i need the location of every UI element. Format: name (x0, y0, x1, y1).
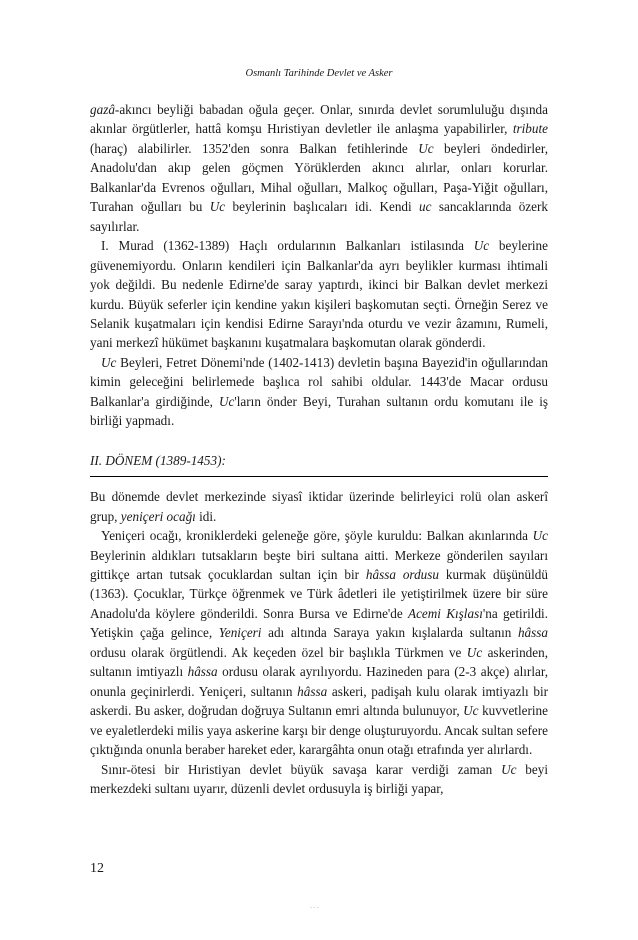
text-run: Bu dönemde devlet merkezinde siyasî iktidar üzerinde belirleyici rolü olan askerî grup, (90, 489, 548, 524)
text-run: ordusu olarak örgütlendi. Ak keçeden özel bir başlıkla Türkmen ve (90, 644, 467, 660)
section-heading: II. DÖNEM (1389-1453): (90, 451, 548, 477)
italic-term: Uc (532, 528, 548, 544)
italic-term: Acemi Kışlası (408, 605, 483, 621)
italic-term: Uc (209, 199, 226, 215)
text-run: idi. (195, 508, 217, 524)
paragraph-4 (90, 487, 548, 526)
text-run: adı altında Saraya yakın kışlalarda sultanın (261, 625, 518, 641)
italic-term: Uc (218, 393, 235, 409)
text-run: beyleri öndedirler, Anadolu'dan akıp gelen göçmen Yörüklerden akıncı alırlar, onları korurlar. Balkanlar'da Evrenos oğulları, Mihal oğulları, Malkoç oğulları, Paşa-Yiğit oğulları, Turahan oğulları bu (90, 140, 548, 215)
text-run: (haraç) alabilirler. 1352'den sonra Balkan fetihlerinde (90, 140, 419, 156)
italic-term: hâssa ordusu (365, 566, 439, 582)
paragraph-6 (90, 760, 548, 799)
text-run: sancaklarında özerk sayılırlar. (90, 199, 548, 234)
italic-term: Uc (101, 354, 117, 370)
paragraph-5 (90, 526, 548, 759)
italic-term: gazâ (90, 102, 115, 117)
italic-term: hâssa (187, 664, 218, 680)
text-run: beylerinin başlıcaları idi. Kendi (225, 199, 420, 215)
italic-term: hâssa (297, 683, 328, 699)
text-run: askerinden, sultanın imtiyazlı (90, 644, 548, 680)
italic-term: hâssa (517, 625, 548, 641)
text-run: 'na getirildi. Yetişkin çağa gelince, (90, 605, 548, 641)
italic-term: Uc (466, 644, 483, 660)
text-run: kuvvetlerine ve eyaletlerdeki milis yaya askerine karşı bir denge oluşturuyordu. Ancak sultan sefere çıktığında onunla beraber hareket eder, karargâhta onun otağı etrafında yer alırlardı. (90, 703, 548, 758)
text-run: Beyleri, Fetret Dönemi'nde (1402-1413) devletin başına Bayezid'in oğullarından kimin geleceğini belirlemede başlıca rol sahibi oldular. 1443'de Macar ordusu Balkanlar'a girdiğinde, (90, 354, 548, 409)
text-run: 'ların önder Beyi, Turahan sultanın ordu komutanı ile iş birliği yapmadı. (90, 393, 549, 429)
italic-term: Uc (463, 703, 479, 719)
italic-term: tribute (512, 121, 548, 137)
page-number: 12 (90, 861, 104, 876)
text-run: I. Murad (1362-1389) Haçlı ordularının Balkanları istilasında (101, 238, 474, 254)
paragraph-1 (90, 100, 548, 236)
scan-mark: - - - (310, 905, 319, 911)
text-run: Yeniçeri ocağı, kroniklerdeki geleneğe göre, şöyle kuruldu: Balkan akınlarında (101, 528, 533, 544)
italic-term: Uc (501, 761, 517, 777)
paragraph-2 (90, 236, 548, 353)
italic-term: Uc (418, 140, 434, 156)
text-run: ordusu olarak ayrılıyordu. Hazineden para (2-3 akçe) alırlar, onunla geçinirlerdi. Yeniçeri, sultanın (90, 664, 548, 699)
text-run: beyi merkezdeki sultanı uyarır, düzenli devlet ordusuyla iş birliği yapar, (90, 761, 548, 796)
page-body (90, 100, 548, 798)
text-run: Beylerinin aldıkları tutsakların beşte biri sultana aitti. Merkeze gönderilen sayıları gittikçe artan tutsak çocuklardan sultan için bir (90, 547, 548, 582)
text-run: kurmak düşünüldü (1363). Çocuklar, Türkçe öğrenmek ve Türk âdetleri ile yetiştirilmek üzere bir süre Anadolu'da köylere gönderildi. Sonra Bursa ve Edirne'de (90, 566, 548, 621)
italic-term: Uc (473, 238, 490, 254)
running-header: Osmanlı Tarihinde Devlet ve Asker (245, 68, 393, 79)
italic-term: uc (419, 199, 432, 215)
italic-term: Yeniçeri (218, 625, 262, 641)
text-run: beylerine güvenemiyordu. Onların kendileri için Balkanlar'da ayrı beylikler kurması ihtimali yok değildi. Bu nedenle Edirne'de saray yaptırdı, ikinci bir Balkan devlet merkezi kurdu. Büyük seferler için kendine yakın kişileri başkomutan seçti. Örneğin Serez ve Selanik kuşatmaları için kendisi Edirne Sarayı'nda oturdu ve vezir âzamını, Rumeli, yani merkezî hükümet başkanını kuşatmalara başkomutan olarak gönderdi. (90, 238, 548, 351)
paragraph-3 (90, 353, 548, 431)
text-run: Sınır-ötesi bir Hıristiyan devlet büyük savaşa karar verdiği zaman (101, 761, 502, 777)
text-run: askeri, padişah kulu olarak imtiyazlı bir askerdi. Bu asker, doğrudan doğruya Sultanın emri altında bulunuyor, (90, 683, 548, 719)
italic-term: yeniçeri ocağı (120, 508, 196, 524)
text-run: -akıncı beyliği babadan oğula geçer. Onlar, sınırda devlet sorumluluğu dışında akınlar örgütlerler, hattâ komşu Hıristiyan devletler ile anlaşma yapabilirler, (90, 102, 548, 137)
